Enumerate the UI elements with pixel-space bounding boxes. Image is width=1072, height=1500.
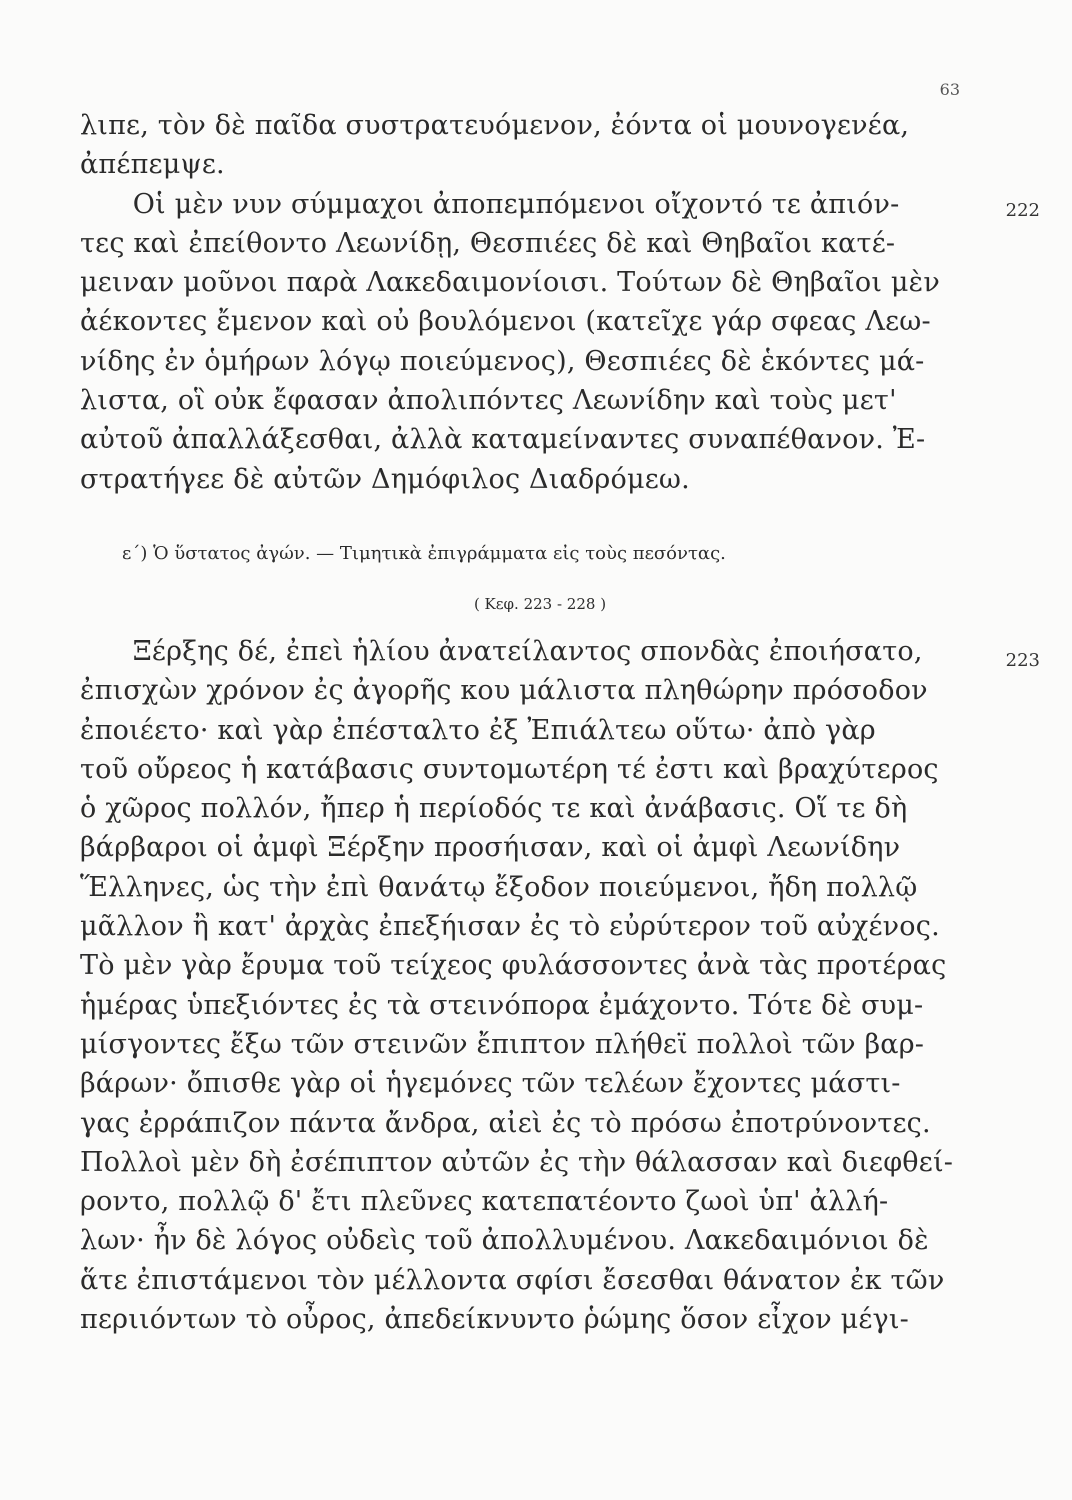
chapter-reference: ( Κεφ. 223 - 228 ): [473, 595, 607, 613]
section-one-text: [80, 106, 940, 499]
text-line: ἅτε ἐπιστάμενοι τὸν μέλλοντα σφίσι ἔσεσθαι θάνατον ἐκ τῶν: [80, 1264, 945, 1296]
text-line: αὐτοῦ ἀπαλλάξεσθαι, ἀλλὰ καταμείναντες συναπέθανον. Ἐ-: [80, 424, 926, 456]
text-line: λιστα, οἳ οὐκ ἔφασαν ἀπολιπόντες Λεωνίδην καὶ τοὺς μετ': [80, 385, 897, 417]
text-line: Οἱ μὲν νυν σύμμαχοι ἀποπεμπόμενοι οἴχοντό τε ἀπιόν-: [80, 188, 900, 220]
text-line: τοῦ οὔρεος ἡ κατάβασις συντομωτέρη τέ ἐστι καὶ βραχύτερος: [80, 753, 939, 785]
text-line: ἐπισχὼν χρόνον ἐς ἀγορῆς κου μάλιστα πληθώρην πρόσοδον: [80, 675, 928, 707]
section-heading: ε΄) Ὁ ὕστατος ἀγών. — Τιμητικὰ ἐπιγράμματα εἰς τοὺς πεσόντας.: [122, 543, 726, 564]
text-line: λων· ἦν δὲ λόγος οὐδεὶς τοῦ ἀπολλυμένου. Λακεδαιμόνιοι δὲ: [80, 1225, 929, 1257]
text-line: μειναν μοῦνοι παρὰ Λακεδαιμονίοισι. Τούτων δὲ Θηβαῖοι μὲν: [80, 267, 940, 299]
section-two-text: [80, 632, 954, 1339]
text-line: Πολλοὶ μὲν δὴ ἐσέπιπτον αὐτῶν ἐς τὴν θάλασσαν καὶ διεφθεί-: [80, 1146, 954, 1178]
text-line: νίδης ἐν ὁμήρων λόγῳ ποιεύμενος), Θεσπιέες δὲ ἑκόντες μά-: [80, 345, 925, 377]
text-line: ἀέκοντες ἔμενον καὶ οὐ βουλόμενοι (κατεῖχε γάρ σφεας Λεω-: [80, 306, 931, 338]
text-line: βάρβαροι οἱ ἀμφὶ Ξέρξην προσήισαν, καὶ οἱ ἀμφὶ Λεωνίδην: [80, 832, 901, 864]
text-line: ἡμέρας ὑπεξιόντες ἐς τὰ στεινόπορα ἐμάχοντο. Τότε δὲ συμ-: [80, 989, 924, 1021]
text-line: τες καὶ ἐπείθοντο Λεωνίδῃ, Θεσπιέες δὲ καὶ Θηβαῖοι κατέ-: [80, 227, 896, 259]
text-line: ἐποιέετο· καὶ γὰρ ἐπέσταλτο ἐξ Ἐπιάλτεω οὕτω· ἀπὸ γὰρ: [80, 714, 876, 746]
text-line: περιιόντων τὸ οὖρος, ἀπεδείκνυντο ῥώμης ὅσον εἶχον μέγι-: [80, 1304, 909, 1336]
text-line: γας ἐρράπιζον πάντα ἄνδρα, αἰεὶ ἐς τὸ πρόσω ἐποτρύνοντες.: [80, 1107, 931, 1139]
text-line: ροντο, πολλῷ δ' ἔτι πλεῦνες κατεπατέοντο ζωοὶ ὑπ' ἀλλή-: [80, 1186, 889, 1218]
text-line: Ξέρξης δέ, ἐπεὶ ἡλίου ἀνατείλαντος σπονδὰς ἐποιήσατο,: [80, 636, 923, 667]
margin-chapter-number: 222: [1005, 200, 1040, 221]
text-line: μίσγοντες ἔξω τῶν στεινῶν ἔπιπτον πλήθεϊ πολλοὶ τῶν βαρ-: [80, 1028, 925, 1060]
text-line: Ἕλληνες, ὡς τὴν ἐπὶ θανάτῳ ἔξοδον ποιεύμενοι, ἤδη πολλῷ: [80, 871, 918, 903]
text-line: λιπε, τὸν δὲ παῖδα συστρατευόμενον, ἐόντα οἱ μουνογενέα,: [80, 110, 910, 141]
page-number: 63: [939, 80, 960, 99]
text-line: στρατήγεε δὲ αὐτῶν Δημόφιλος Διαδρόμεω.: [80, 463, 690, 495]
text-line: Τὸ μὲν γὰρ ἔρυμα τοῦ τείχεος φυλάσσοντες ἀνὰ τὰς προτέρας: [80, 950, 947, 982]
text-line: βάρων· ὄπισθε γὰρ οἱ ἡγεμόνες τῶν τελέων ἔχοντες μάστι-: [80, 1068, 901, 1100]
text-line: ἀπέπεμψε.: [80, 149, 225, 181]
text-line: ὁ χῶρος πολλόν, ἤπερ ἡ περίοδός τε καὶ ἀνάβασις. Οἵ τε δὴ: [80, 793, 908, 825]
text-line: μᾶλλον ἢ κατ' ἀρχὰς ἐπεξήισαν ἐς τὸ εὐρύτερον τοῦ αὐχένος.: [80, 911, 940, 943]
margin-chapter-number: 223: [1005, 650, 1040, 671]
